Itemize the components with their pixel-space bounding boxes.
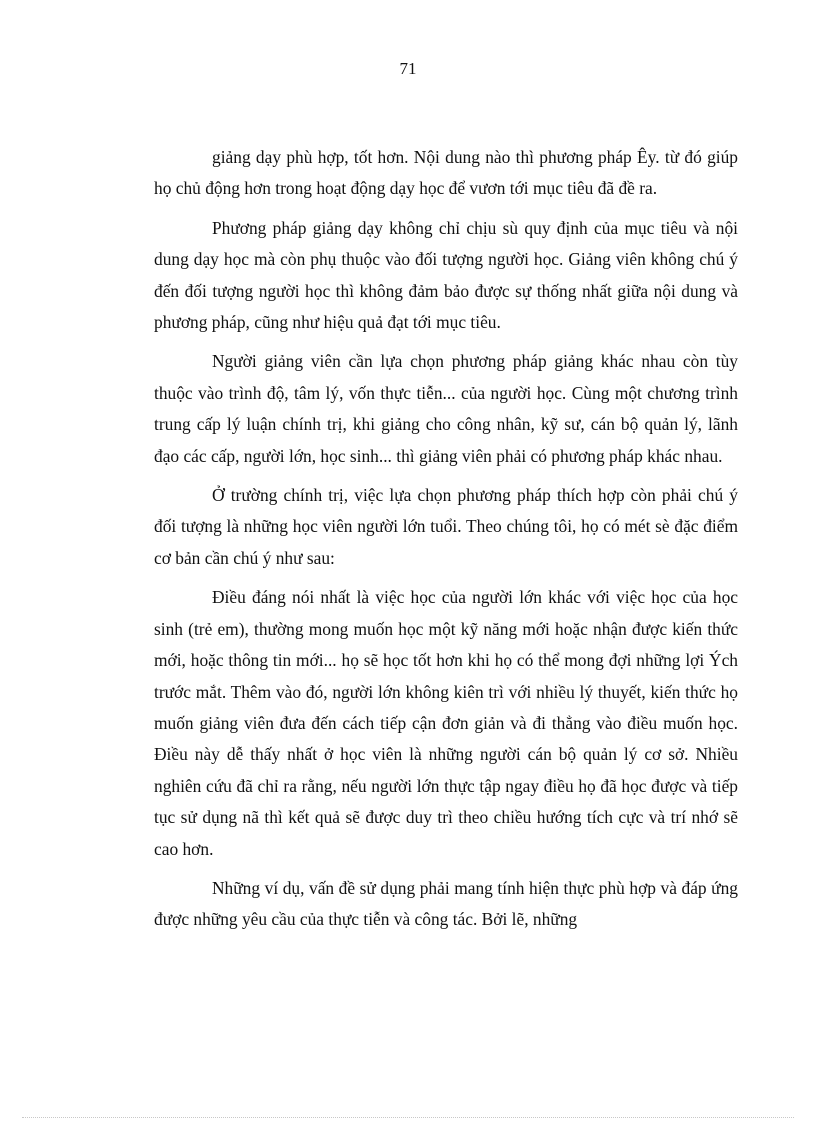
body-text — [154, 142, 738, 936]
paragraph-6: Những ví dụ, vấn đề sử dụng phải mang tính hiện thực phù hợp và đáp ứng được những yêu cầu của thực tiễn và công tác. Bởi lẽ, những — [154, 877, 738, 930]
paragraph-3: Người giảng viên cần lựa chọn phương pháp giảng khác nhau còn tùy thuộc vào trình độ, tâm lý, vốn thực tiễn... của người học. Cùng một chương trình trung cấp lý luận chính trị, khi giảng cho công nhân, kỹ sư, cán bộ quản lý, lãnh đạo các cấp, người lớn, học sinh... thì giảng viên phải có phương pháp khác nhau. — [154, 351, 738, 466]
page-number: 71 — [399, 59, 417, 78]
paragraph-1: giảng dạy phù hợp, tốt hơn. Nội dung nào thì phương pháp Êy. từ đó giúp họ chủ động hơn trong hoạt động dạy học để vươn tới mục tiêu đã đề ra. — [154, 147, 738, 199]
paragraph-4: Ở trường chính trị, việc lựa chọn phương pháp thích hợp còn phải chú ý đối tượng là những học viên người lớn tuổi. Theo chúng tôi, họ có mét sè đặc điểm cơ bản cần chú ý như sau: — [154, 485, 738, 568]
paragraph-5: Điều đáng nói nhất là việc học của người lớn khác với việc học của học sinh (trẻ em), thường mong muốn học một kỹ năng mới hoặc nhận được kiến thức mới, hoặc thông tin mới... họ sẽ học tốt hơn khi họ có thể mong đợi những lợi Ých trước mắt. Thêm vào đó, người lớn không kiên trì với nhiều lý thuyết, kiến thức họ muốn giảng viên đưa đến cách tiếp cận đơn giản và đi thẳng vào điều muốn học. Điều này dễ thấy nhất ở học viên là những người cán bộ quản lý cơ sở. Nhiều nghiên cứu đã chỉ ra rằng, nếu người lớn thực tập ngay điều họ đã học được và tiếp tục sử dụng nã thì kết quả sẽ được duy trì theo chiều hướng tích cực và trí nhớ sẽ cao hơn. — [154, 587, 738, 859]
page-bottom-divider — [22, 1117, 794, 1118]
paragraph-2: Phương pháp giảng dạy không chỉ chịu sù quy định của mục tiêu và nội dung dạy học mà còn phụ thuộc vào đối tượng người học. Giảng viên không chú ý đến đối tượng người học thì không đảm bảo được sự thống nhất giữa nội dung và phương pháp, cũng như hiệu quả đạt tới mục tiêu. — [154, 217, 738, 333]
